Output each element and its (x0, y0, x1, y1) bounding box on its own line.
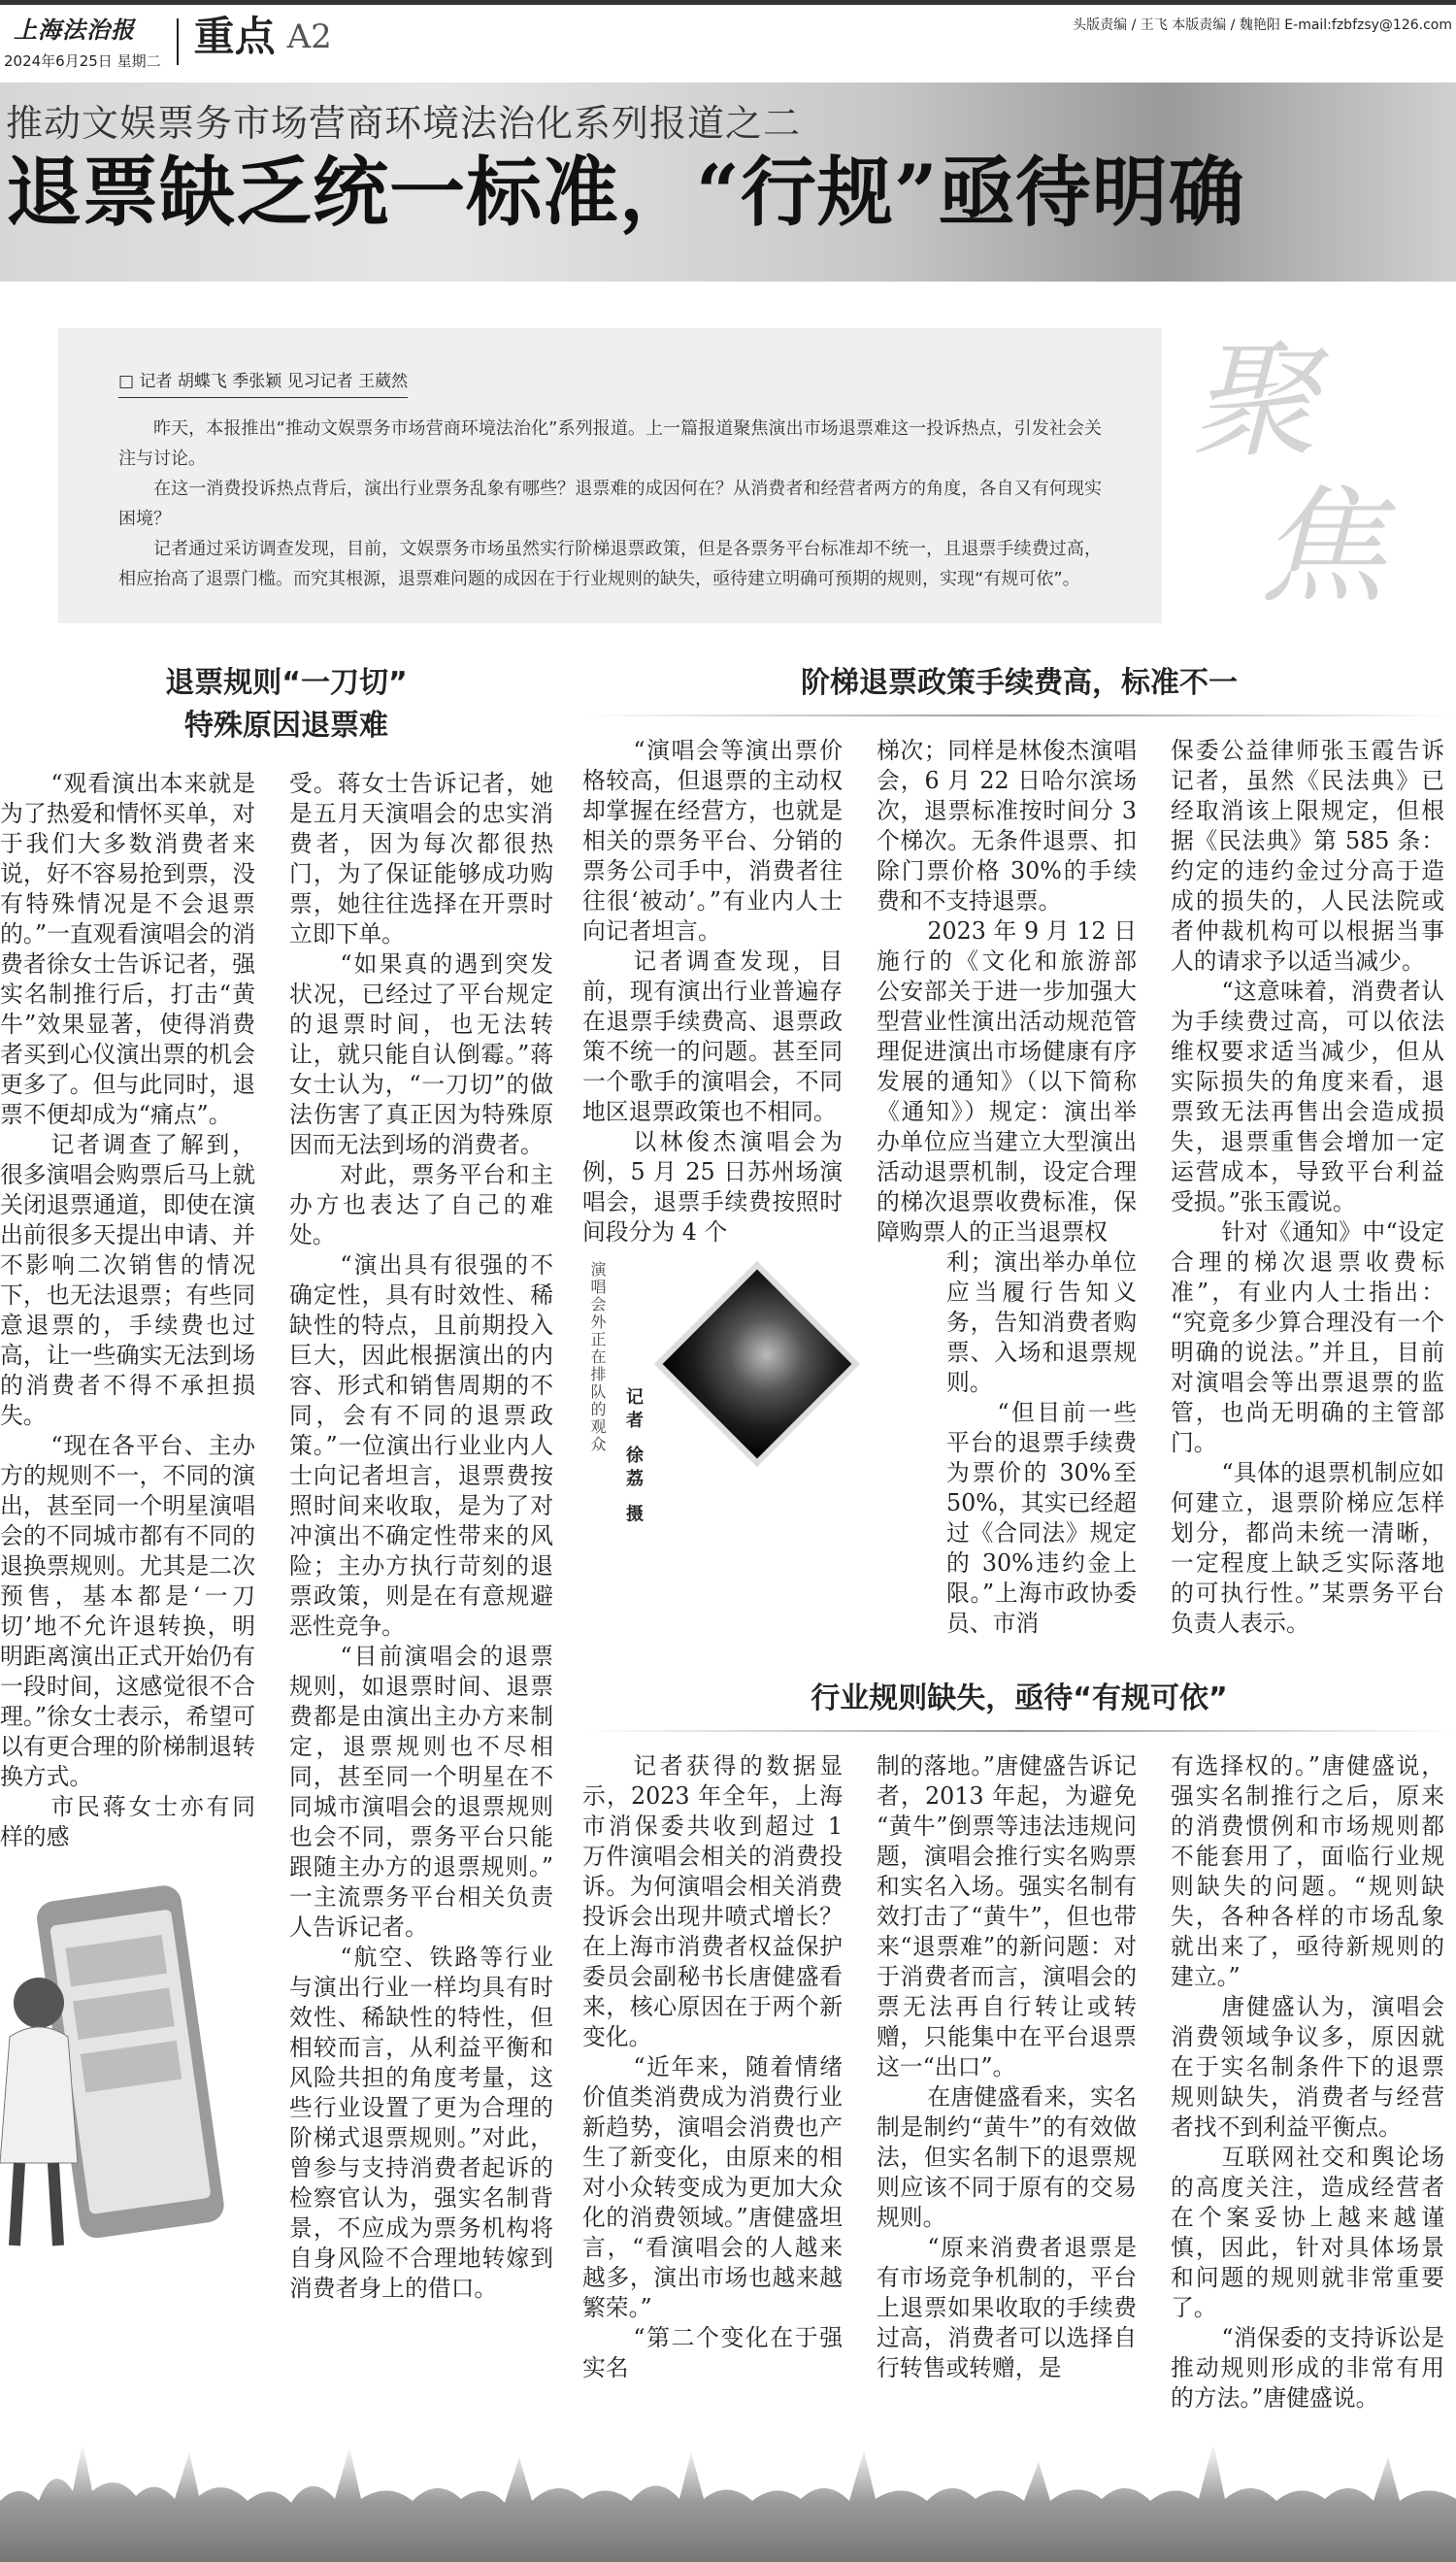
section1-title (0, 662, 573, 748)
article-paragraph: “观看演出本来就是为了热爱和情怀买单，对于我们大多数消费者来说，好不容易抢到票，没有特殊情况是不会退票的。”一直观看演唱会的消费者徐女士告诉记者，强实名制推行后，打击“黄牛”效果显著，使得消费者买到心仪演出票的机会更多了。但与此同时，退票不便却成为“痛点”。 (0, 770, 255, 1128)
main-headline: 退票缺乏统一标准，“行规”亟待明确 (6, 149, 1245, 237)
article-paragraph: “演唱会等演出票价格较高，但退票的主动权却掌握在经营方，也就是相关的票务平台、分销的票务公司手中，消费者往往很‘被动’。”有业内人士向记者坦言。 (582, 737, 843, 945)
intro-paragraph: 在这一消费投诉热点背后，演出行业票务乱象有哪些？退票难的成因何在？从消费者和经营者两方的角度，各自又有何现实困境？ (118, 479, 1102, 529)
s2-column-5 (1171, 736, 1444, 1639)
person-body (0, 2027, 78, 2163)
section3-title: 行业规则缺失，亟待“有规可依” (811, 1681, 1228, 1715)
section2-rule (582, 715, 1456, 716)
article-paragraph: 2023 年 9 月 12 日施行的《文化和旅游部 公安部关于进一步加强大型营业性演出活动规范管理促进演出市场健康有序发展的通知》（以下简称《通知》）规定：演出举办单位应当建立大型演出活动退票机制，设定合理的梯次退票收费标准，保障购票人的正当退票权 (877, 917, 1137, 1246)
s2-column-3-text (582, 736, 843, 1248)
article-area (0, 662, 1456, 2413)
section2-columns (582, 736, 1456, 1639)
article-paragraph: 梯次；同样是林俊杰演唱会，6 月 22 日哈尔滨场次，退票标准按时间分 3 个梯次。无条件退票、扣除门票价格 30%的手续费和不支持退票。 (877, 737, 1137, 915)
article-paragraph: “航空、铁路等行业与演出行业一样均具有时效性、稀缺性的特性，但相较而言，从利益平衡和风险共担的角度考量，这些行业设置了更为合理的阶梯式退票规则。”对此，曾参与支持消费者起诉的检察官认为，强实名制背景，不应成为票务机构将自身风险不合理地转嫁到消费者身上的借口。 (289, 1944, 553, 2302)
sections-2-3 (573, 662, 1456, 2413)
s2-column-4 (877, 736, 1137, 1639)
s1-column-1-text (0, 769, 255, 1852)
article-paragraph: “演出具有很强的不确定性，具有时效性、稀缺性的特点，且前期投入巨大，因此根据演出的内容、形式和销售周期的不同，会有不同的退票政策。”一位演出行业业内人士向记者坦言，退票费按照时间来收取，是为了对冲演出不确定性带来的风险；主办方执行苛刻的退票政策，则是在有意规避恶性竞争。 (289, 1251, 553, 1640)
intro-box (58, 328, 1162, 623)
section3-rule (582, 1730, 1456, 1732)
masthead (0, 5, 1456, 83)
deco-char: 焦 (1259, 473, 1386, 620)
page-number: A2 (286, 17, 332, 56)
article-paragraph: “具体的退票机制应如何建立，退票阶梯应怎样划分，都尚未统一清晰，一定程度上缺乏实际落地的可执行性。”某票务平台负责人表示。 (1171, 1459, 1444, 1637)
s3-column-4 (877, 1751, 1137, 2383)
s2-column-3 (582, 736, 843, 1528)
article-paragraph: “如果真的遇到突发状况，已经过了平台规定的退票时间，也无法转让，就只能自认倒霉。”蒋女士认为，“一刀切”的做法伤害了真正因为特殊原因而无法到场的消费者。 (289, 950, 553, 1158)
headline-banner (0, 83, 1456, 282)
article-paragraph: 以林俊杰演唱会为例，5 月 25 日苏州场演唱会，退票手续费按照时间段分为 4 个 (582, 1128, 843, 1246)
article-paragraph: 互联网社交和舆论场的高度关注，造成经营者在个案妥协上越来越谨慎，因此，针对具体场景和问题的规则就非常重要了。 (1171, 2144, 1444, 2321)
intro-paragraph: 昨天，本报推出“推动文娱票务市场营商环境法治化”系列报道。上一篇报道聚焦演出市场退票难这一投诉热点，引发社会关注与讨论。 (118, 418, 1102, 469)
article-paragraph: “目前演唱会的退票规则，如退票时间、退票费都是由演出主办方来制定，退票规则也不尽相同，甚至同一个明星在不同城市演唱会的退票规则也会不同，票务平台只能跟随主办方的退票规则。”一主流票务平台相关负责人告诉记者。 (289, 1643, 553, 1941)
series-kicker: 推动文娱票务市场营商环境法治化系列报道之二 (6, 102, 802, 145)
section2-title: 阶梯退票政策手续费高，标准不一 (801, 666, 1238, 700)
article-paragraph: 制的落地。”唐健盛告诉记者，2013 年起，为避免“黄牛”倒票等违法违规问题，演唱会推行实名购票和实名入场。强实名制有效打击了“黄牛”，但也带来“退票难”的新问题：对于消费者而言，演唱会的票无法再自行转让或转赠，只能集中在平台退票这一“出口”。 (877, 1752, 1137, 2080)
phone-illustration (0, 1872, 243, 2250)
crowd-silhouette (0, 2423, 1456, 2562)
article-paragraph: 有选择权的。”唐健盛说，强实名制推行之后，原来的消费惯例和市场规则都不能套用了，面临行业规则缺失的问题。“规则缺失，各种各样的市场乱象就出来了，亟待新规则的建立。” (1171, 1752, 1444, 1990)
focus-decoration (1162, 328, 1453, 623)
s3-column-5 (1171, 1751, 1444, 2413)
section1-title-line1: 退票规则“一刀切” (165, 666, 408, 700)
section-spacer (582, 1639, 1456, 1678)
masthead-left (4, 11, 161, 71)
article-paragraph: “近年来，随着情绪价值类消费成为消费行业新趋势，演唱会消费也产生了新变化，由原来的相对小众转变成为更加大众化的消费领域。”唐健盛坦言，“看演唱会的人越来越多，演出市场也越来越繁荣。” (582, 2053, 843, 2321)
article-paragraph: 记者获得的数据显示，2023 年全年，上海市消保委共收到超过 1 万件演唱会相关的消费投诉。为何演唱会相关消费投诉会出现井喷式增长？在上海市消费者权益保护委员会副秘书长唐健盛看来，核心原因在于两个新变化。 (582, 1752, 843, 2050)
article-paragraph: 受。蒋女士告诉记者，她是五月天演唱会的忠实消费者，因为每次都很热门，为了保证能够成功购票，她往往选择在开票时立即下单。 (289, 770, 553, 948)
section1 (0, 662, 573, 2413)
s3-column-3 (582, 1751, 843, 2383)
photo-credit: 记者 徐荔 摄 (623, 1387, 644, 1528)
article-paragraph: “消保委的支持诉讼是推动规则形成的非常有用的方法。”唐健盛说。 (1171, 2324, 1444, 2412)
deco-char: 聚 (1191, 327, 1318, 475)
article-paragraph: 记者调查了解到，很多演唱会购票后马上就关闭退票通道，即使在演出前很多天提出申请、并不影响二次销售的情况下，也无法退票；有些同意退票的，手续费也过高，让一些确实无法到场的消费者不得不承担损失。 (0, 1131, 255, 1429)
article-paragraph: “原来消费者退票是有市场竞争机制的，平台上退票如果收取的手续费过高，消费者可以选择自行转售或转赠，是 (877, 2234, 1137, 2381)
photo-caption: 演唱会外正在排队的观众 (588, 1261, 607, 1453)
person-head (14, 1978, 64, 2028)
article-paragraph: 保委公益律师张玉霞告诉记者，虽然《民法典》已经取消该上限规定，但根据《民法典》第 585 条：约定的违约金过分高于造成的损失的，人民法院或者仲裁机构可以根据当事人的请求予以适当减少。 (1171, 737, 1444, 975)
article-paragraph: “第二个变化在于强实名 (582, 2324, 843, 2381)
article-paragraph: 对此，票务平台和主办方也表达了自己的难处。 (289, 1161, 553, 1248)
article-paragraph: 唐健盛认为，演唱会消费领域争议多，原因就在于实名制条件下的退票规则缺失，消费者与经营者找不到利益平衡点。 (1171, 1993, 1444, 2141)
article-paragraph: “但目前一些平台的退票手续费为票价的 30%至 50%，其实已经超过《合同法》规定的 30%违约金上限。”上海市政协委员、市消 (946, 1399, 1137, 1637)
intro-body (118, 414, 1102, 594)
article-paragraph: 市民蒋女士亦有同样的感 (0, 1793, 255, 1850)
photo-image (654, 1261, 860, 1467)
section1-columns (0, 769, 573, 2304)
s2-column-4-text (877, 736, 1137, 1248)
s1-column-1 (0, 769, 255, 2250)
newspaper-logo: 上海法治报 (14, 16, 135, 44)
section-name: 重点 (193, 13, 276, 60)
s1-column-2 (289, 769, 553, 2304)
article-paragraph: “现在各平台、主办方的规则不一，不同的演出，甚至同一个明星演唱会的不同城市都有不同的退换票规则。尤其是二次预售，基本都是‘一刀切’地不允许退转换，明明距离演出正式开始仍有一段时间，这感觉很不合理。”徐女士表示，希望可以有更合理的阶梯制退转换方式。 (0, 1432, 255, 1790)
section1-title-line2: 特殊原因退票难 (184, 709, 388, 743)
header-divider (177, 18, 179, 65)
s2-column-4-wrap (877, 1248, 1137, 1639)
concert-queue-photo (654, 1261, 860, 1467)
section3-columns (582, 1751, 1456, 2413)
article-paragraph: 在唐健盛看来，实名制是制约“黄牛”的有效做法，但实名制下的退票规则应该不同于原有的交易规则。 (877, 2083, 1137, 2231)
article-paragraph: 利；演出举办单位应当履行告知义务，告知消费者购票、入场和退票规则。 (946, 1248, 1137, 1396)
intro-row (0, 328, 1456, 623)
article-paragraph: “这意味着，消费者认为手续费过高，可以依法维权要求适当减少，但从实际损失的角度来看，退票致无法再售出会造成损失，退票重售会增加一定运营成本，导致平台利益受损。”张玉霞说。 (1171, 978, 1444, 1215)
photo-block (582, 1261, 843, 1528)
article-paragraph: 针对《通知》中“设定合理的梯次退票收费标准”，有业内人士指出：“究竟多少算合理没有一个明确的说法。”并且，目前对演唱会等出票退票的监管，也尚无明确的主管部门。 (1171, 1218, 1444, 1456)
article-paragraph: 记者调查发现，目前，现有演出行业普遍存在退票手续费高、退票政策不统一的问题。甚至同一个歌手的演唱会，不同地区退票政策也不相同。 (582, 948, 843, 1125)
intro-paragraph: 记者通过采访调查发现，目前，文娱票务市场虽然实行阶梯退票政策，但是各票务平台标准却不统一，且退票手续费过高，相应抬高了退票门槛。而究其根源，退票难问题的成因在于行业规则的缺失，亟待建立明确可预期的规则，实现“有规可依”。 (118, 539, 1102, 589)
editor-credits: 头版责编 / 王飞 本版责编 / 魏艳阳 E-mail:fzbfzsy@126.com (1073, 17, 1452, 33)
issue-date: 2024年6月25日 星期二 (4, 52, 161, 70)
byline: □ 记者 胡蝶飞 季张颖 见习记者 王葳然 (118, 367, 408, 398)
